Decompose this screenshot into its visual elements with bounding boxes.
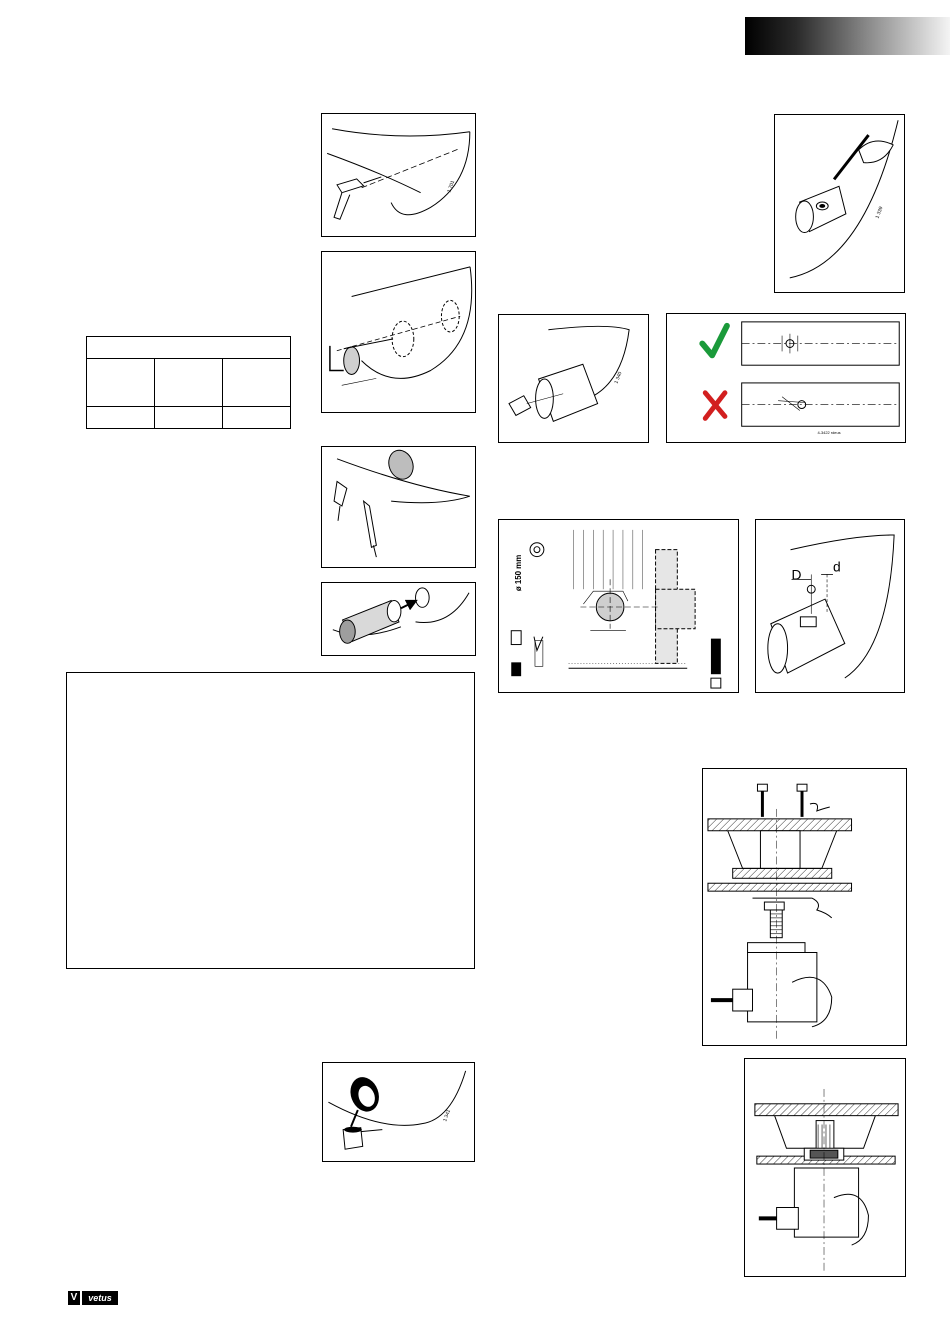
apply-primer-drawing [323, 1063, 474, 1161]
figure-hole-position [321, 251, 476, 413]
svg-text:1 340: 1 340 [614, 371, 624, 385]
table-cell [223, 407, 291, 429]
header-accent-bar [745, 17, 950, 55]
template-diameter-label: ø 150 mm [514, 554, 524, 592]
vetus-logo [68, 1291, 118, 1305]
table-cell [87, 407, 155, 429]
table-row [87, 359, 291, 407]
hole-offset-drawing [756, 520, 904, 692]
template-on-tube-drawing [499, 315, 648, 442]
label-D: D [791, 566, 802, 583]
table-row [87, 407, 291, 429]
figure-alignment-check [666, 313, 906, 443]
note-box [66, 672, 475, 969]
svg-text:1 341: 1 341 [443, 1109, 453, 1123]
table-cell [223, 359, 291, 407]
mounting-exploded-drawing [703, 769, 906, 1045]
hole-position-drawing [322, 252, 475, 412]
svg-text:1 339: 1 339 [875, 206, 885, 220]
table-header-cell [87, 337, 291, 359]
table-cell [87, 359, 155, 407]
table-cell [155, 407, 223, 429]
figure-hole-offset [755, 519, 905, 693]
figure-template-on-tube [498, 314, 649, 443]
table-header-row [87, 337, 291, 359]
cut-hole-drawing [322, 447, 475, 567]
table-cell [155, 359, 223, 407]
figure-apply-primer [322, 1062, 475, 1162]
figure-mark-position [774, 114, 905, 293]
figure-mounting-exploded [702, 768, 907, 1046]
svg-text:4-3422 rdeus: 4-3422 rdeus [817, 430, 841, 436]
cross-mark-icon [705, 393, 725, 419]
mark-position-drawing [775, 115, 904, 292]
svg-text:1 701: 1 701 [447, 180, 457, 194]
check-mark-icon [702, 326, 727, 356]
mounting-assembled-drawing [745, 1059, 905, 1276]
figure-insert-tube [321, 582, 476, 656]
figure-drill-pilot-hole [321, 113, 476, 237]
logo-mark: V [68, 1291, 80, 1305]
alignment-check-drawing [667, 314, 905, 442]
dimension-table [86, 336, 291, 429]
hole-template-drawing [499, 520, 738, 692]
insert-tube-drawing [322, 583, 475, 655]
label-d: d [832, 558, 841, 575]
figure-cut-hole [321, 446, 476, 568]
logo-wordmark: vetus [82, 1291, 118, 1305]
drill-pilot-hole-drawing [322, 114, 475, 236]
figure-mounting-assembled [744, 1058, 906, 1277]
figure-hole-template [498, 519, 739, 693]
